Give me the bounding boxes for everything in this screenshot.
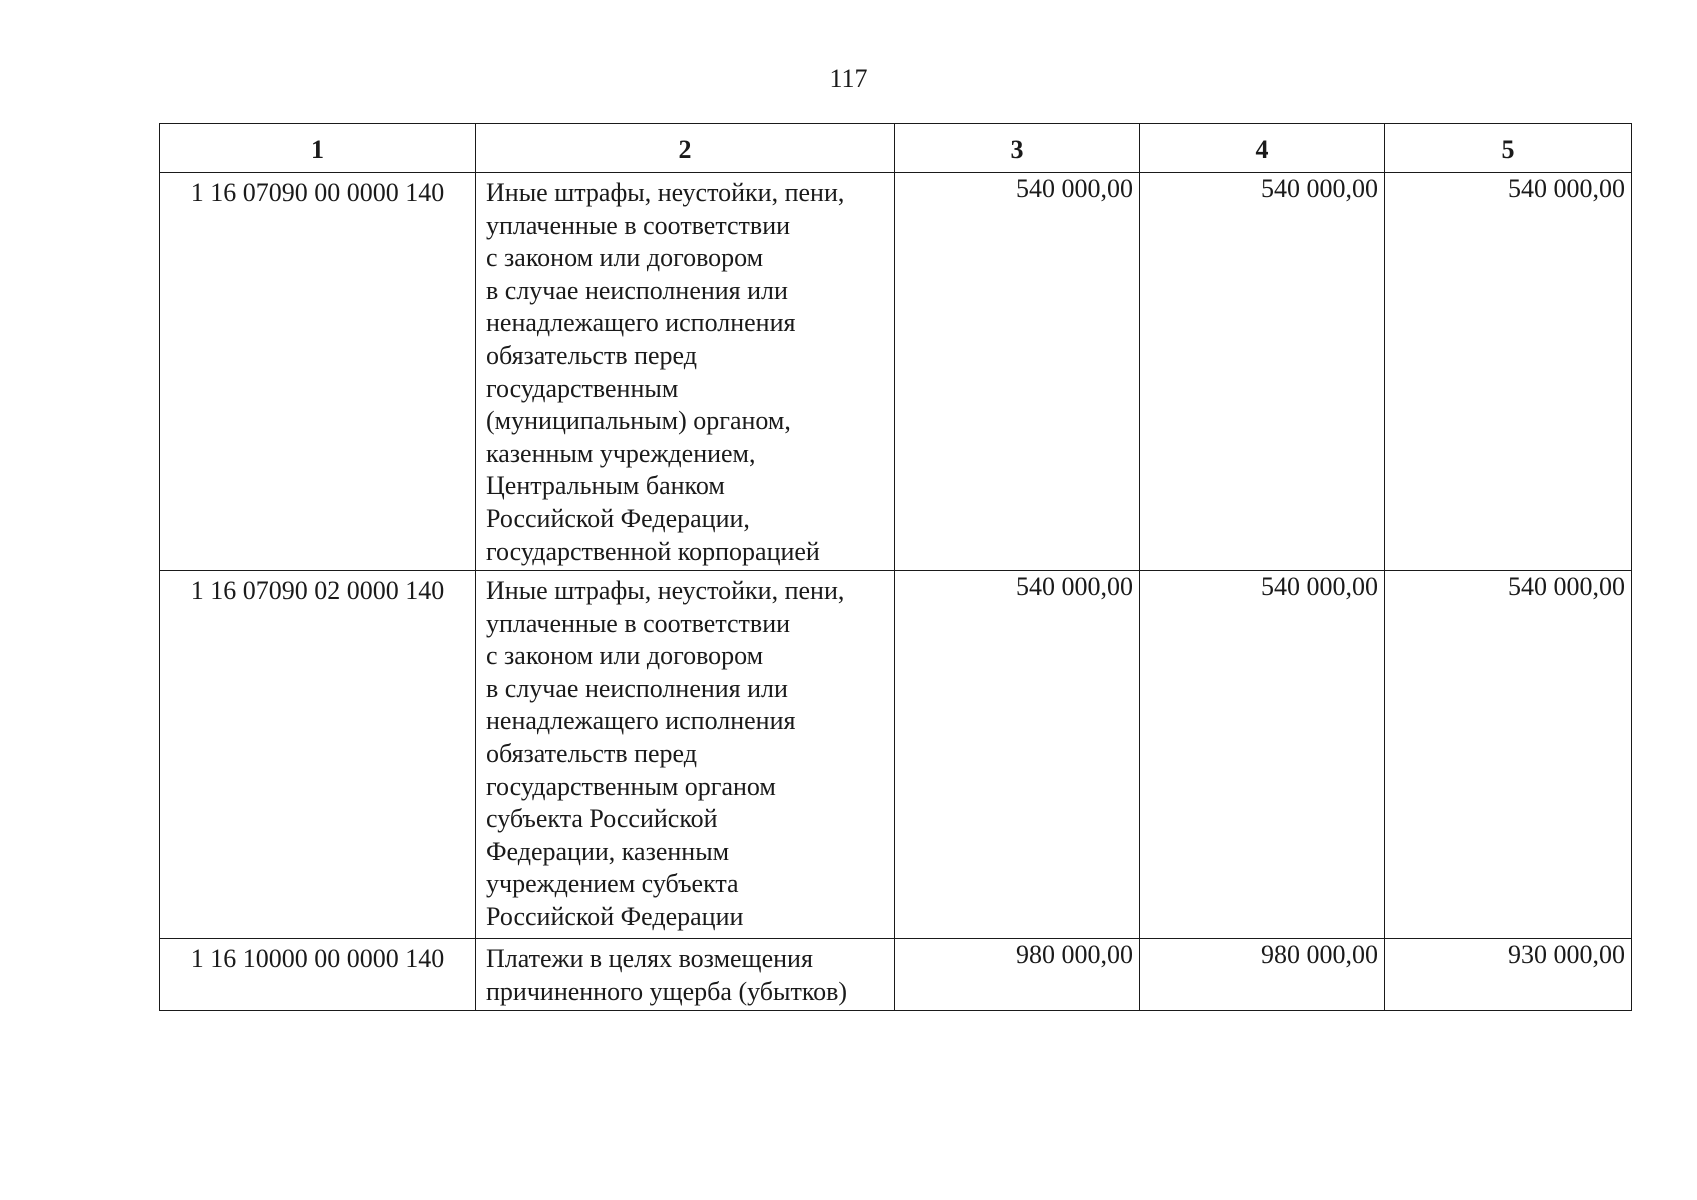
row-name-line: уплаченные в соответствии — [486, 210, 791, 240]
row-name-line: Иные штрафы, неустойки, пени, — [486, 576, 845, 605]
row-code: 1 16 07090 02 0000 140 — [160, 571, 476, 939]
row-name-line: причиненного ущерба (убытков) — [486, 976, 848, 1006]
row-name-line: Российской Федерации, — [486, 503, 750, 533]
row-name-line: Иные штрафы, неустойки, пени, — [486, 178, 845, 207]
row-value-col3: 540 000,00 — [895, 571, 1140, 939]
row-name-line: казенным учреждением, — [486, 438, 756, 468]
row-name-line: с законом или договором — [486, 243, 764, 273]
row-name-line: уплаченные в соответствии — [486, 608, 791, 638]
row-name-line: государственным органом — [486, 771, 776, 801]
row-value-col3: 540 000,00 — [895, 173, 1140, 571]
header-col-4: 4 — [1140, 124, 1385, 173]
row-code: 1 16 07090 00 0000 140 — [160, 173, 476, 571]
row-name-line: ненадлежащего исполнения — [486, 308, 796, 338]
row-name-line: обязательств перед — [486, 340, 697, 370]
row-name-line: Российской Федерации — [486, 901, 744, 931]
row-code: 1 16 10000 00 0000 140 — [160, 939, 476, 1011]
row-value-col4: 980 000,00 — [1140, 939, 1385, 1011]
table-row — [160, 173, 1632, 571]
row-name-line: обязательств перед — [486, 738, 697, 768]
header-col-1: 1 — [160, 124, 476, 173]
table-row — [160, 571, 1632, 939]
row-name-line: в случае неисполнения или — [486, 673, 788, 703]
table-row — [160, 939, 1632, 1011]
row-value-col5: 540 000,00 — [1385, 571, 1632, 939]
row-name-line: Платежи в целях возмещения — [486, 944, 813, 973]
header-row — [160, 124, 1632, 173]
header-col-5: 5 — [1385, 124, 1632, 173]
row-name-line: Центральным банком — [486, 471, 725, 501]
row-name-line: государственным — [486, 373, 679, 403]
row-name-line: в случае неисполнения или — [486, 275, 788, 305]
row-value-col4: 540 000,00 — [1140, 571, 1385, 939]
row-name — [476, 173, 895, 571]
row-name-line: учреждением субъекта — [486, 869, 739, 899]
header-col-2: 2 — [476, 124, 895, 173]
page-number: 117 — [829, 64, 868, 93]
row-name-line: (муниципальным) органом, — [486, 406, 791, 436]
row-name — [476, 571, 895, 939]
row-name-line: ненадлежащего исполнения — [486, 706, 796, 736]
row-value-col3: 980 000,00 — [895, 939, 1140, 1011]
row-name-line: Федерации, казенным — [486, 836, 730, 866]
header-col-3: 3 — [895, 124, 1140, 173]
row-value-col5: 930 000,00 — [1385, 939, 1632, 1011]
row-name-line: государственной корпорацией — [486, 536, 820, 566]
row-name-line: с законом или договором — [486, 641, 764, 671]
budget-table — [159, 123, 1632, 1011]
row-value-col5: 540 000,00 — [1385, 173, 1632, 571]
row-value-col4: 540 000,00 — [1140, 173, 1385, 571]
row-name-line: субъекта Российской — [486, 804, 718, 834]
row-name — [476, 939, 895, 1011]
